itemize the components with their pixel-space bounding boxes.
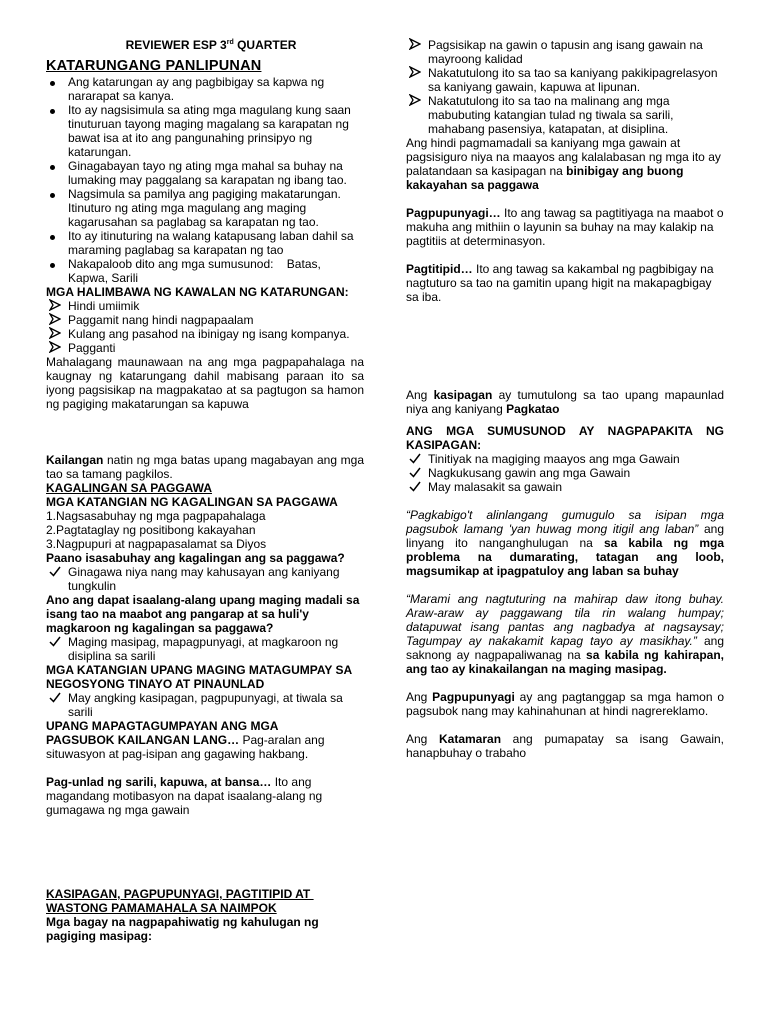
arrow-icon — [49, 299, 63, 311]
checkmark-icon — [49, 691, 63, 703]
left-column — [46, 38, 364, 943]
arrow-icon — [409, 38, 423, 50]
katarungan-bullet-list — [46, 75, 364, 285]
document-title — [58, 38, 364, 52]
masipag-arrow-list — [406, 38, 724, 136]
list-item: Ang katarungan ay ang pagbibigay sa kapwa ng nararapat sa kanya. — [46, 75, 364, 103]
list-item: Ito ay nagsisimula sa ating mga magulang kung saan tinuturuan tayong maging magalang sa karapatan ng bawat isa at ito ang pangunahing prinsipyo ng katarungan. — [46, 103, 364, 159]
list-item: May malasakit sa gawain — [406, 480, 724, 494]
list-item: Maging masipag, mapagpunyagi, at magkaroon ng disiplina sa sarili — [46, 635, 364, 663]
bullet-icon — [50, 165, 55, 170]
paano-list — [46, 565, 364, 593]
checkmark-icon — [49, 635, 63, 647]
bullet-icon — [50, 193, 55, 198]
list-item: May angking kasipagan, pagpupunyagi, at tiwala sa sarili — [46, 691, 364, 719]
mga-bagay-heading: Mga bagay na nagpapahiwatig ng kahulugan ng pagiging masipag: — [46, 915, 319, 943]
list-item: Nakatutulong ito sa tao sa kaniyang pakikipagrelasyon sa kaniyang gawain, kapuwa at lipunan. — [406, 66, 724, 94]
title-superscript: rd — [226, 39, 234, 46]
sumusunod-heading: ANG MGA SUMUSUNOD AY NAGPAPAKITA NG KASIPAGAN: — [406, 424, 724, 452]
list-item: Ito ay itinuturing na walang katapusang laban dahil sa maraming paglabag sa karapatan ng tao — [46, 229, 364, 257]
list-item: Tinitiyak na magiging maayos ang mga Gawain — [406, 452, 724, 466]
katangian-item: 2.Pagtataglay ng positibong kakayahan — [46, 523, 256, 537]
paragraph-hindi-pagmamadali: Ang hindi pagmamadali sa kaniyang mga gawain at pagsisiguro niya na maayos ang kalalabasan ng mga ito ay palatandaan sa kasipagan na binibigay ang buong kakayahan sa paggawa — [406, 136, 721, 192]
paragraph-upang: UPANG MAPAGTAGUMPAYAN ANG MGA PAGSUBOK KAILANGAN LANG… Pag-aralan ang situwasyon at pag-isipan ang gagawing hakbang. — [46, 719, 325, 761]
checkmark-icon — [49, 565, 63, 577]
list-item: Pagsisikap na gawin o tapusin ang isang gawain na mayroong kalidad — [406, 38, 724, 66]
arrow-icon — [49, 341, 63, 353]
checkmark-icon — [409, 480, 423, 492]
list-item: Hindi umiimik — [46, 299, 364, 313]
paragraph-quote-marami: “Marami ang nagtuturing na mahirap daw itong buhay. Araw-araw ay paggawang tila rin walang humpay; datapuwat isang pantas ang nagbadya at nagsaysay; Tagumpay ay nakakamit kapag tayo ay masikhay.” ang saknong ay nagpapaliwanag na sa kabila ng kahirapan, ang tao ay kinakailangan na maging masipag. — [406, 592, 725, 676]
bullet-icon — [50, 109, 55, 114]
arrow-icon — [409, 66, 423, 78]
list-item: Nagsimula sa pamilya ang pagiging makatarungan. Itinuturo ng ating mga magulang ang maging kagarusahan sa paglabag sa karapatan ng tao. — [46, 187, 364, 229]
paano-question: Paano isasabuhay ang kagalingan ang sa paggawa? — [46, 551, 345, 565]
section-title-kasipagan: KASIPAGAN, PAGPUPUNYAGI, PAGTITIPID AT WASTONG PAMAMAHALA SA NAIMPOK — [46, 887, 314, 915]
paragraph-pagpupunyagi-def: Pagpupunyagi… Ito ang tawag sa pagtitiyaga na maabot o makuha ang mithiin o layunin sa buhay na may kalakip na pagtitiis at determinasyon. — [406, 206, 724, 248]
kawalan-list — [46, 299, 364, 355]
checkmark-icon — [409, 466, 423, 478]
list-item: Kulang ang pasahod na ibinigay ng isang kompanya. — [46, 327, 364, 341]
negosyo-heading: MGA KATANGIAN UPANG MAGING MATAGUMPAY SA NEGOSYONG TINAYO AT PINAUNLAD — [46, 663, 352, 691]
list-item: Ginagabayan tayo ng ating mga mahal sa buhay na lumaking may paggalang sa karapatan ng ibang tao. — [46, 159, 364, 187]
section-title-kagalingan: KAGALINGAN SA PAGGAWA — [46, 481, 213, 495]
kawalan-heading: MGA HALIMBAWA NG KAWALAN NG KATARUNGAN: — [46, 285, 349, 299]
paragraph-katamaran: Ang Katamaran ang pumapatay sa isang Gawain, hanapbuhay o trabaho — [406, 732, 725, 760]
list-item: Nagkukusang gawin ang mga Gawain — [406, 466, 724, 480]
list-item: Ginagawa niya nang may kahusayan ang kaniyang tungkulin — [46, 565, 364, 593]
katangian-item: 3.Nagpupuri at nagpapasalamat sa Diyos — [46, 537, 267, 551]
checkmark-icon — [409, 452, 423, 464]
section-title-katarungan: KATARUNGANG PANLIPUNAN — [46, 58, 262, 74]
ano-question: Ano ang dapat isaalang-alang upang maging madali sa isang tao na maabot ang pangarap at sa huli'y magkaroon ng kagalingan sa paggawa? — [46, 593, 360, 635]
list-item: Paggamit nang hindi nagpapaalam — [46, 313, 364, 327]
list-item: Pagganti — [46, 341, 364, 355]
kasipagan-check-list — [406, 452, 724, 494]
bullet-icon — [50, 263, 55, 268]
paragraph-quote-pagkabigo: “Pagkabigo't alinlangang gumugulo sa isipan mga pagsubok lamang 'yan huwag mong itigil ang laban” ang linyang ito nanganghulugan na sa kabila ng mga problema na dumarating, tatagan ang loob, magsumikap at ipagpatuloy ang laban sa buhay — [406, 508, 725, 578]
paragraph-pagunlad: Pag-unlad ng sarili, kapuwa, at bansa… Ito ang magandang motibasyon na dapat isaalang-alang ng gumagawa ng mga gawain — [46, 775, 323, 817]
paragraph-pagpupunyagi: Ang Pagpupunyagi ay ang pagtanggap sa mga hamon o pagsubok nang may kahinahunan at hindi nagrereklamo. — [406, 690, 724, 718]
paragraph-mahalagang: Mahalagang maunawaan na ang mga pagpapahalaga na kaugnay ng katarungang dahil mabisang paraan ito sa iyong pagsisikap na magpakatao at sa pagtugon sa hamon ng pagiging makatarungan sa kapuwa — [46, 355, 364, 411]
arrow-icon — [409, 94, 423, 106]
arrow-icon — [49, 327, 63, 339]
title-text: REVIEWER ESP 3 — [125, 38, 227, 52]
ano-list — [46, 635, 364, 663]
title-suffix: QUARTER — [233, 38, 297, 52]
paragraph-kasipagan: Ang kasipagan ay tumutulong sa tao upang mapaunlad niya ang kaniyang Pagkatao — [406, 388, 724, 416]
bullet-icon — [50, 81, 55, 86]
paragraph-kailangan: Kailangan natin ng mga batas upang magabayan ang mga tao sa tamang pagkilos. — [46, 453, 364, 481]
right-column — [406, 38, 724, 760]
katangian-item: 1.Nagsasabuhay ng mga pagpapahalaga — [46, 509, 266, 523]
paragraph-pagtitipid-def: Pagtitipid… Ito ang tawag sa kakambal ng pagbibigay na nagtuturo sa tao na gamitin upang higit na makapagbigay sa iba. — [406, 262, 714, 304]
arrow-icon — [49, 313, 63, 325]
list-item: Nakatutulong ito sa tao na malinang ang mga mabubuting katangian tulad ng tiwala sa sarili, mahabang pasensiya, katapatan, at disiplina. — [406, 94, 724, 136]
list-item: Nakapaloob dito ang mga sumusunod: Batas, Kapwa, Sarili — [46, 257, 364, 285]
bullet-icon — [50, 235, 55, 240]
negosyo-list — [46, 691, 364, 719]
katangian-heading: MGA KATANGIAN NG KAGALINGAN SA PAGGAWA — [46, 495, 338, 509]
